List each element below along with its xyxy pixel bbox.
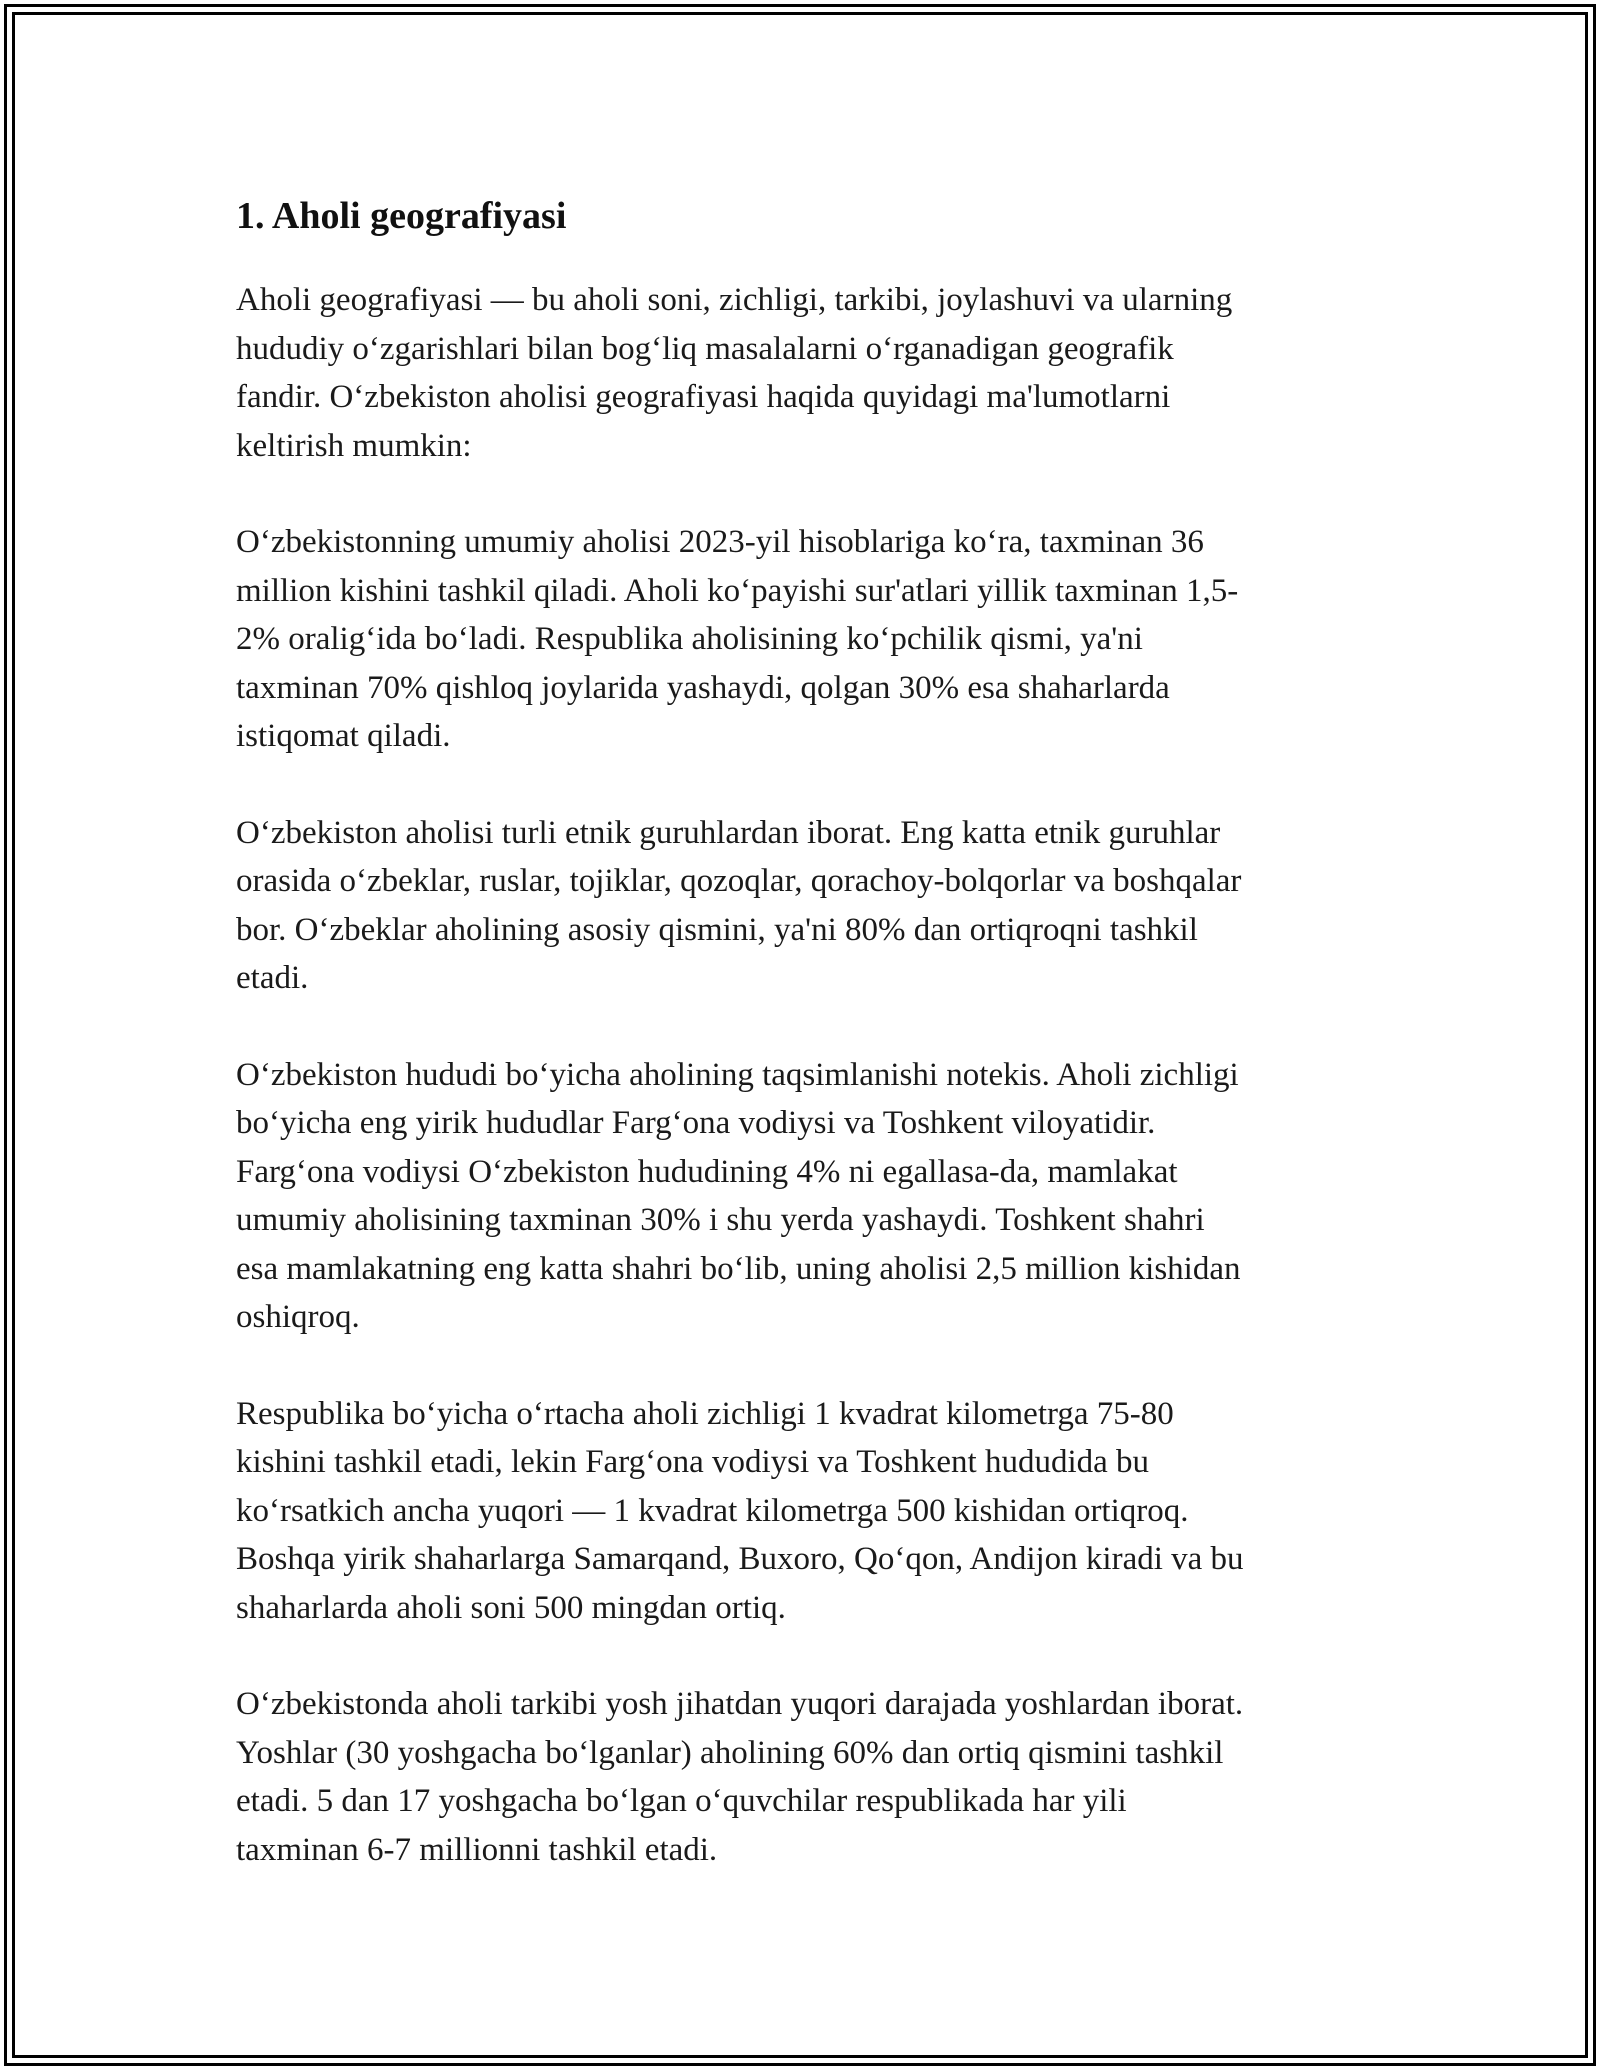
paragraph-intro: Aholi geografiyasi — bu aholi soni, zichligi, tarkibi, joylashuvi va ularning hududiy oʻzgarishlari bilan bogʻliq masalalarni oʻrganadigan geografik fandir. Oʻzbekiston aholisi geografiyasi haqida quyidagi ma'lumotlarni keltirish mumkin: bbox=[236, 282, 1233, 464]
paragraph-ethnic-groups: Oʻzbekiston aholisi turli etnik guruhlardan iborat. Eng katta etnik guruhlar orasida oʻzbeklar, ruslar, tojiklar, qozoqlar, qorachoy-bolqorlar va boshqalar bor. Oʻzbeklar aholining asosiy qismini, ya'ni 80% dan ortiqroqni tashkil etadi. bbox=[236, 814, 1242, 996]
paragraph-age-structure: Oʻzbekistonda aholi tarkibi yosh jihatdan yuqori darajada yoshlardan iborat. Yoshlar (30 yoshgacha boʻlganlar) aholining 60% dan ortiq qismini tashkil etadi. 5 dan 17 yoshgacha boʻlgan oʻquvchilar respublikada har yili taxminan 6-7 millionni tashkil etadi. bbox=[236, 1686, 1244, 1868]
paragraph-density: Respublika boʻyicha oʻrtacha aholi zichligi 1 kvadrat kilometrga 75-80 kishini tashkil etadi, lekin Fargʻona vodiysi va Toshkent hududida bu koʻrsatkich ancha yuqori — 1 kvadrat kilometrga 500 kishidan ortiqroq. Boshqa yirik shaharlarga Samarqand, Buxoro, Qoʻqon, Andijon kiradi va bu shaharlarda aholi soni 500 mingdan ortiq. bbox=[236, 1395, 1244, 1626]
document-body bbox=[236, 188, 1366, 1922]
section-heading: 1. Aholi geografiyasi bbox=[236, 195, 567, 237]
paragraph-population: Oʻzbekistonning umumiy aholisi 2023-yil hisoblariga koʻra, taxminan 36 million kishini tashkil qiladi. Aholi koʻpayishi sur'atlari yillik taxminan 1,5- 2% oraligʻida boʻladi. Respublika aholisining koʻpchilik qismi, ya'ni taxminan 70% qishloq joylarida yashaydi, qolgan 30% esa shaharlarda istiqomat qiladi. bbox=[236, 524, 1239, 754]
paragraph-distribution: Oʻzbekiston hududi boʻyicha aholining taqsimlanishi notekis. Aholi zichligi boʻyicha eng yirik hududlar Fargʻona vodiysi va Toshkent viloyatidir. Fargʻona vodiysi Oʻzbekiston hududining 4% ni egallasa-da, mamlakat umumiy aholisining taxminan 30% i shu yerda yashaydi. Toshkent shahri esa mamlakatning eng katta shahri boʻlib, uning aholisi 2,5 million kishidan oshiqroq. bbox=[236, 1056, 1241, 1335]
